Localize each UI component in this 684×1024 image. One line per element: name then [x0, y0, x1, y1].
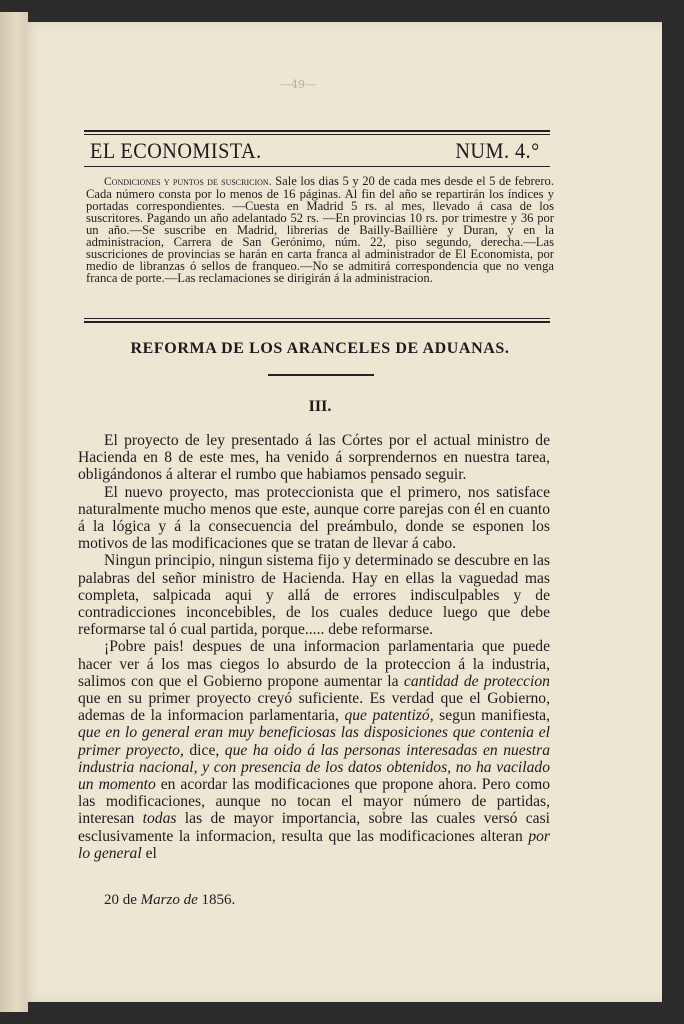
p4-text-g: dice,	[183, 741, 225, 759]
article-body	[78, 432, 550, 862]
issue-number: NUM. 4.°	[455, 138, 540, 163]
conditions-text: Sale los dias 5 y 20 de cada mes desde el 5 de febrero. Cada número consta por lo menos de 16 páginas. Al fin del año se repartirán los índices y portadas correspondientes. —Cuesta en Madrid 5 rs. al mes, llevado á casa de los suscritores. Pagando un año adelantado 52 rs. —En provincias 10 rs. por trimestre y 36 por un año.—Se suscribe en Madrid, librerias de Bailly-Baillière y Duran, y en la administracion, Carrera de San Gerónimo, núm. 22, piso segundo, derecha.—Las suscriciones de provincias se harán en carta franca al administrador de El Economista, por medio de libranzas ó sellos de franqueo.—No se admitirá correspondencia que no venga franca de porte.—Las reclamaciones se dirigirán á la administracion.	[86, 174, 554, 285]
conditions-lead: Condiciones y puntos de suscricion.	[104, 176, 272, 188]
paragraph-1: El proyecto de ley presentado á las Córtes por el actual ministro de Hacienda en 8 de este mes, ha venido á sorprendernos en nuestra tarea, obligándonos á alterar el rumbo que habiamos pensado seguir.	[78, 432, 550, 484]
p4-italic-l: por lo general	[78, 827, 550, 862]
p4-text-k: las de mayor importancia, sobre las cuales versó casi esclusivamente la informacion, resulta que las modificaciones alteran	[78, 810, 551, 845]
date-footer	[104, 892, 235, 909]
conditions-rule-thin	[84, 318, 550, 319]
p4-text-c: que en su primer proyecto creyó suficiente. Es verdad que el Gobierno, ademas de la informacion parlamentaria,	[78, 690, 550, 725]
section-number: III.	[308, 398, 332, 415]
masthead-rule-top-thin	[84, 134, 550, 135]
subscription-conditions	[86, 175, 554, 284]
p4-text-m: el	[141, 844, 157, 862]
p4-text-a: ¡Pobre pais! despues de una informacion parlamentaria que puede hacer ver á los mas ciegos lo absurdo de la proteccion á la industria, salimos con que el Gobierno propone aumentar la	[78, 638, 550, 690]
p4-italic-d: que patentizó,	[344, 707, 434, 725]
footer-day: 20 de	[104, 892, 141, 908]
conditions-rule-thick	[84, 321, 550, 323]
masthead-rule-bottom	[84, 166, 550, 167]
section-title: REFORMA DE LOS ARANCELES DE ADUANAS.	[130, 340, 510, 357]
page-folio: —49—	[280, 78, 316, 91]
journal-title: EL ECONOMISTA.	[90, 138, 262, 163]
footer-month: Marzo de	[140, 892, 198, 908]
p4-italic-j: todas	[142, 810, 177, 828]
p4-text-e: segun manifiesta,	[433, 707, 550, 725]
masthead-rule-top	[84, 130, 550, 132]
paragraph-2: El nuevo proyecto, mas proteccionista que el primero, nos satisface naturalmente mucho menos que este, aunque corre parejas con él en cuanto á la lógica y á la consecuencia del preámbulo, donde se esponen los motivos de las modificaciones que se tratan de llevar á cabo.	[78, 483, 550, 553]
footer-year: 1856.	[197, 892, 236, 908]
p4-italic-b: cantidad de proteccion	[403, 672, 550, 690]
paragraph-4	[78, 638, 550, 862]
p4-text-i: en acordar las modificaciones que propone ahora. Pero como las modificaciones, aunque no tocan el mayor número de partidas, interesan	[78, 776, 550, 828]
paragraph-3: Ningun principio, ningun sistema fijo y determinado se descubre en las palabras del señor ministro de Hacienda. Hay en ellas la vaguedad mas completa, salpicada aqui y allá de errores indisculpables y de contradicciones inconcebibles, de los cuales deduce luego que debe reformarse tal ó cual partida, porque..... debe reformarse.	[78, 552, 550, 639]
p4-italic-h: que ha oido á las personas interesadas en nuestra industria nacional, y con presencia de los datos obtenidos, no ha vacilado un momento	[78, 741, 550, 794]
title-divider	[268, 374, 374, 376]
p4-italic-f: que en lo general eran muy beneficiosas las disposiciones que contenia el primer proyecto,	[78, 724, 550, 759]
